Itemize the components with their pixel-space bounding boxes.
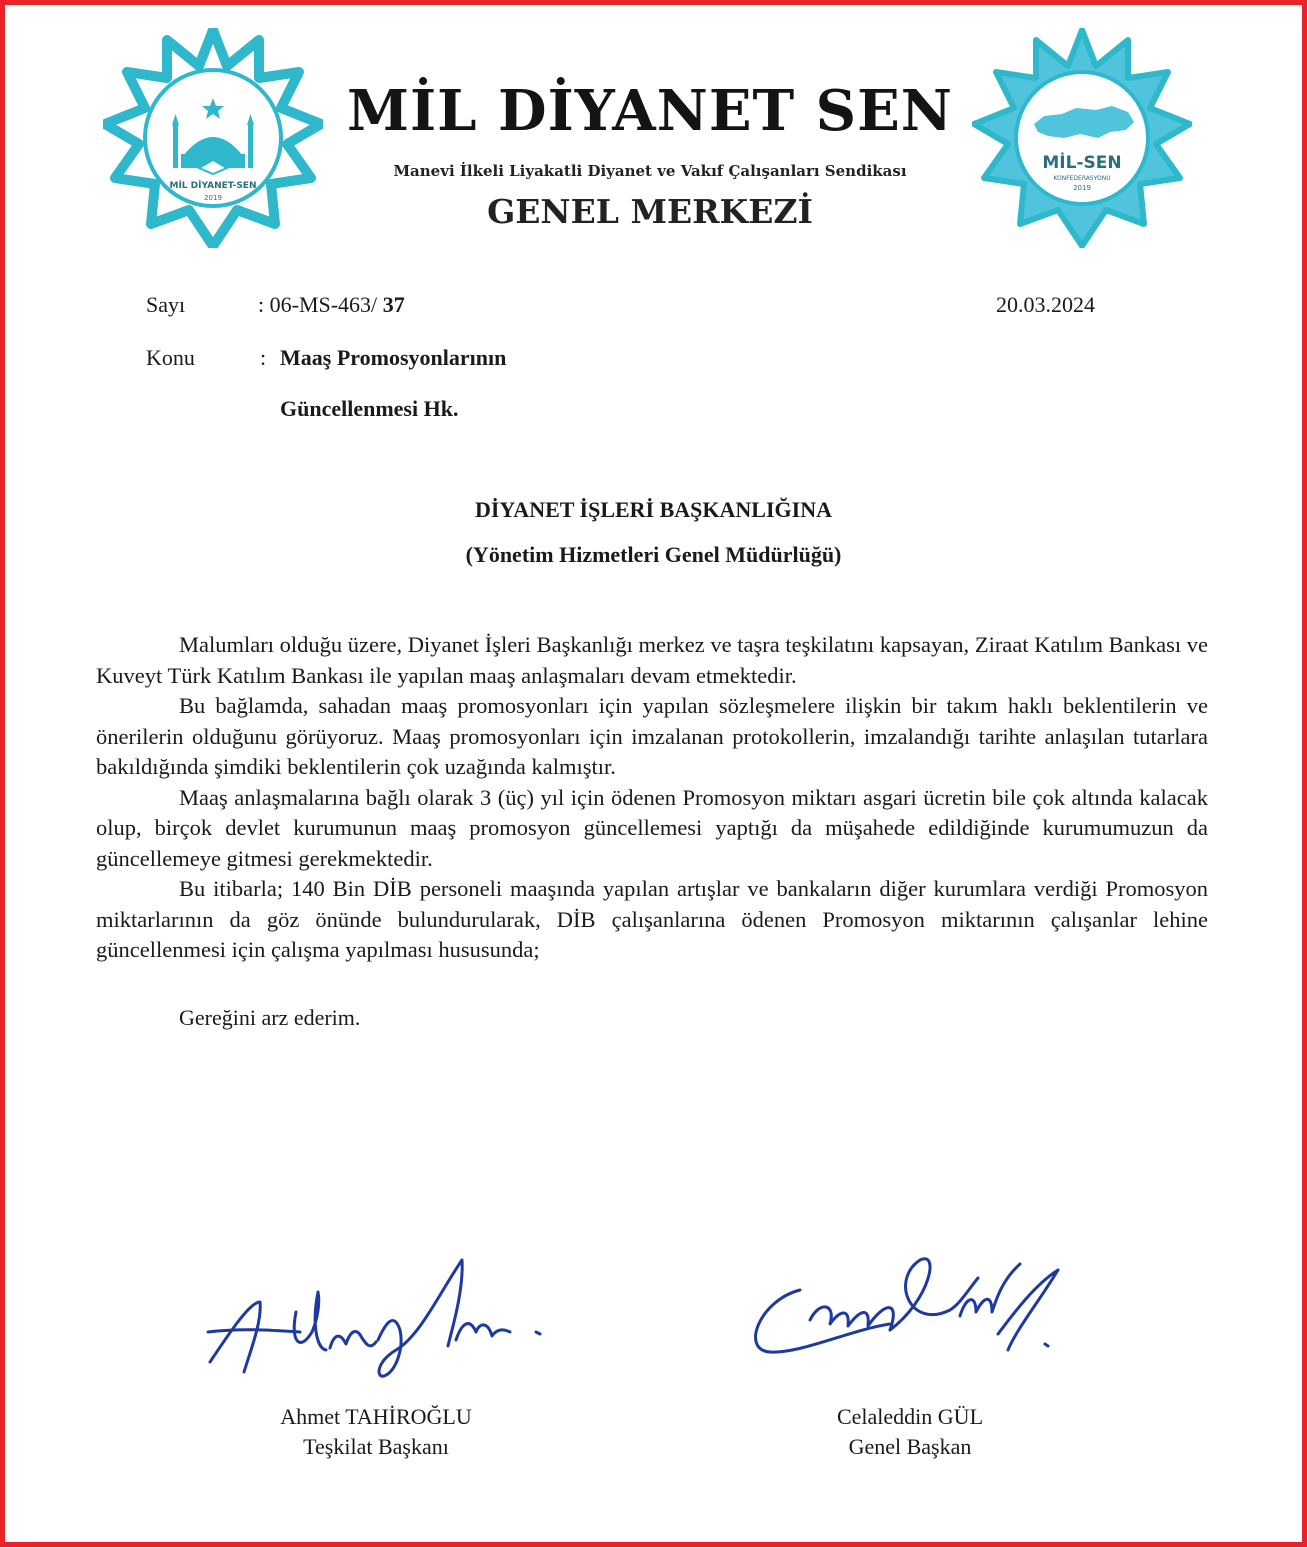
konu-line-2: Güncellenmesi Hk. bbox=[280, 396, 459, 421]
konu-colon: : bbox=[260, 345, 267, 370]
mil-diyanet-sen-logo bbox=[103, 28, 323, 248]
signatory-left-title: Teşkilat Başkanı bbox=[303, 1434, 449, 1459]
addressee-line-2: (Yönetim Hizmetleri Genel Müdürlüğü) bbox=[465, 542, 842, 567]
mil-sen-logo bbox=[972, 28, 1192, 248]
sayi-value-prefix: : 06-MS-463/ bbox=[258, 292, 378, 317]
logo-left-text: MİL DİYANET-SEN bbox=[169, 181, 257, 191]
organization-subtitle: Manevi İlkeli Liyakatli Diyanet ve Vakıf Çalışanları Sendikası bbox=[393, 162, 907, 180]
signature-left bbox=[200, 1252, 560, 1392]
signatory-right-title: Genel Başkan bbox=[848, 1434, 972, 1459]
organization-title: MİL DİYANET SEN bbox=[346, 78, 953, 144]
signature-right bbox=[740, 1240, 1080, 1380]
closing-line: Gereğini arz ederim. bbox=[179, 1005, 361, 1030]
addressee-line-1: DİYANET İŞLERİ BAŞKANLIĞINA bbox=[474, 497, 832, 522]
konu-label: Konu bbox=[146, 345, 195, 370]
konu-line-1: Maaş Promosyonlarının bbox=[280, 345, 507, 370]
letter-body bbox=[96, 630, 1208, 966]
signatory-left-name: Ahmet TAHİROĞLU bbox=[280, 1404, 472, 1429]
body-paragraph: Malumları olduğu üzere, Diyanet İşleri Başkanlığı merkez ve taşra teşkilatını kapsayan, Ziraat Katılım Bankası ve Kuveyt Türk Katılım Bankası ile yapılan maaş anlaşmaları devam etmektedir. bbox=[96, 632, 1208, 688]
sayi-value bbox=[258, 292, 405, 318]
sayi-label: Sayı bbox=[146, 292, 186, 317]
body-paragraph: Maaş anlaşmalarına bağlı olarak 3 (üç) yıl için ödenen Promosyon miktarı asgari ücretin bile çok altında kalacak olup, birçok devlet kurumunun maaş promosyon güncellemesi yaptığı da müşahede edildiğinde kurumumuzun da güncellemeye gitmesi gerekmektedir. bbox=[96, 784, 1208, 871]
logo-right-year: 2019 bbox=[1073, 184, 1091, 192]
logo-right-subtext: KONFEDERASYONU bbox=[1053, 175, 1111, 182]
logo-right-text: MİL-SEN bbox=[1042, 153, 1122, 173]
sayi-value-number: 37 bbox=[382, 292, 405, 317]
logo-left-year: 2019 bbox=[204, 194, 222, 202]
organization-hq: GENEL MERKEZİ bbox=[487, 192, 813, 231]
body-paragraph: Bu itibarla; 140 Bin DİB personeli maaşında yapılan artışlar ve bankaların diğer kurumlara verdiği Promosyon miktarlarının da göz önünde bulundurularak, DİB çalışanlarına ödenen Promosyon miktarının çalışanlar lehine güncellenmesi için çalışma yapılması hususunda; bbox=[96, 876, 1208, 962]
signatory-right-name: Celaleddin GÜL bbox=[836, 1404, 984, 1429]
body-paragraph: Bu bağlamda, sahadan maaş promosyonları için yapılan sözleşmelere ilişkin bir takım haklı beklentilerin ve önerilerin olduğunu görüyoruz. Maaş promosyonları için imzalanan protokollerin, imzalandığı tarihte anlaşılan tutarlara bakıldığında şimdiki beklentilerin çok uzağında kalmıştır. bbox=[96, 693, 1208, 779]
document-date: 20.03.2024 bbox=[996, 292, 1095, 317]
